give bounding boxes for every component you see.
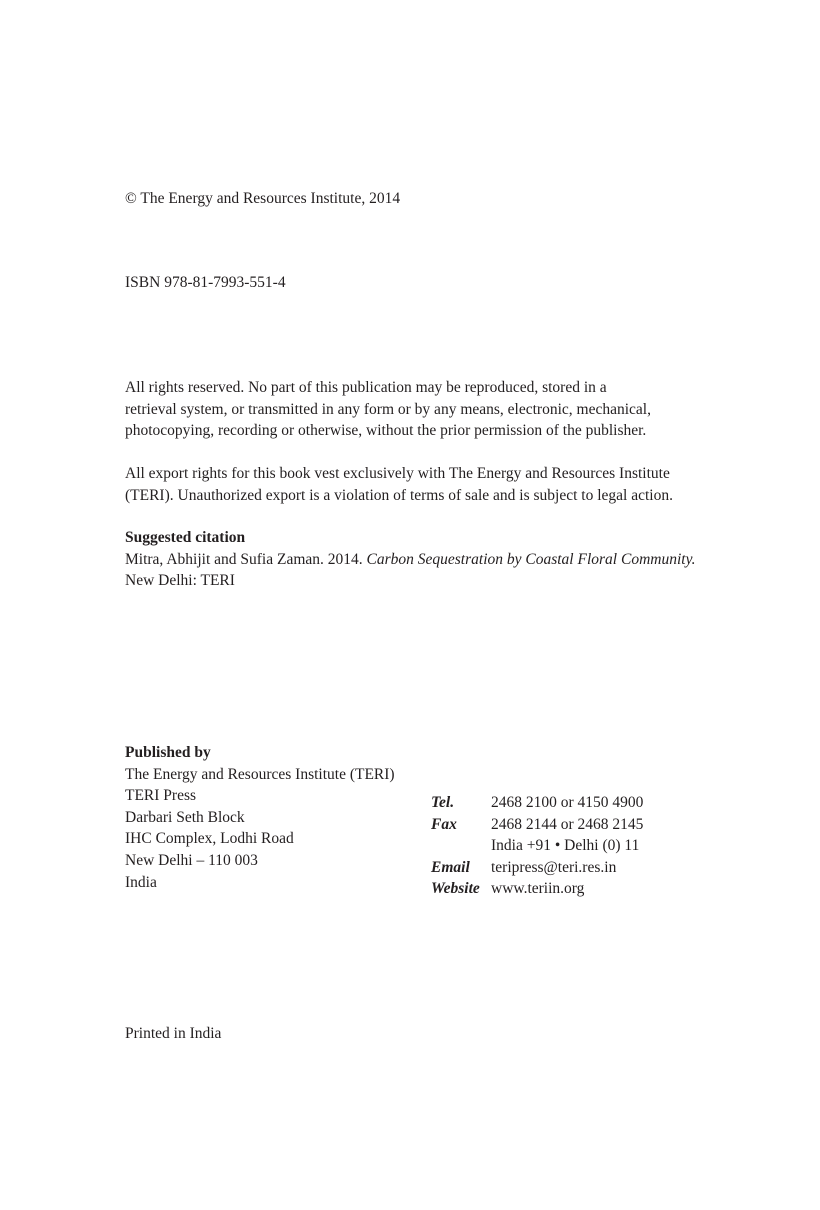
tel-label: Tel. — [431, 794, 455, 811]
rights-line: retrieval system, or transmitted in any form or by any means, electronic, mechanical, — [125, 400, 651, 418]
citation-text — [125, 549, 695, 571]
copyright-notice: © The Energy and Resources Institute, 2014 — [125, 190, 401, 207]
fax-label: Fax — [431, 815, 457, 833]
publisher-line: Darbari Seth Block — [125, 808, 245, 826]
tel-value: 2468 2100 or 4150 4900 — [491, 794, 644, 811]
publisher-line: New Delhi – 110 003 — [125, 851, 258, 869]
contact-row-website — [431, 878, 643, 900]
publisher-heading: Published by — [125, 744, 211, 761]
contact-row-code — [431, 835, 643, 857]
publisher-line: TERI Press — [125, 787, 197, 805]
export-line: (TERI). Unauthorized export is a violation of terms of sale and is subject to legal action. — [125, 486, 673, 504]
export-statement — [125, 463, 673, 506]
email-label: Email — [431, 858, 470, 876]
rights-statement — [125, 377, 651, 442]
website-label: Website — [431, 880, 480, 898]
citation-title: Carbon Sequestration by Coastal Floral Community. — [366, 550, 696, 568]
publisher-line: IHC Complex, Lodhi Road — [125, 830, 294, 848]
contact-row-fax — [431, 814, 643, 836]
contact-details — [431, 792, 643, 900]
email-value: teripress@teri.res.in — [491, 858, 617, 876]
printed-in: Printed in India — [125, 1025, 222, 1042]
export-line: All export rights for this book vest exclusively with The Energy and Resources Institute — [125, 465, 670, 482]
citation-authors: Mitra, Abhijit and Sufia Zaman. 2014. — [125, 550, 367, 568]
contact-row-email — [431, 857, 643, 879]
fax-value: 2468 2144 or 2468 2145 — [491, 815, 644, 833]
publisher-address — [125, 742, 395, 893]
contact-row-tel — [431, 792, 643, 814]
publisher-line: India — [125, 873, 157, 891]
rights-line: All rights reserved. No part of this publication may be reproduced, stored in a — [125, 379, 607, 396]
isbn: ISBN 978-81-7993-551-4 — [125, 274, 286, 291]
code-label-spacer — [431, 835, 491, 857]
citation-place: New Delhi: TERI — [125, 572, 235, 590]
citation-heading: Suggested citation — [125, 529, 246, 546]
publisher-line: The Energy and Resources Institute (TERI) — [125, 765, 395, 783]
rights-line: photocopying, recording or otherwise, without the prior permission of the publisher. — [125, 422, 647, 440]
dialing-code: India +91 • Delhi (0) 11 — [491, 837, 640, 855]
suggested-citation — [125, 527, 695, 592]
website-value: www.teriin.org — [491, 880, 585, 898]
